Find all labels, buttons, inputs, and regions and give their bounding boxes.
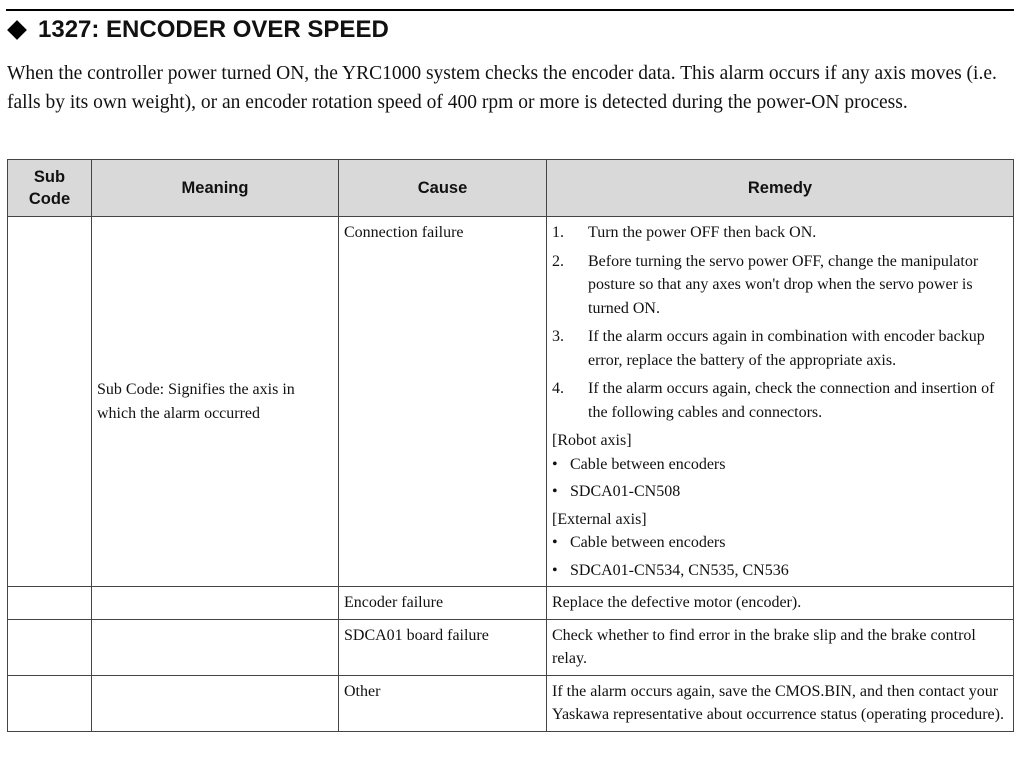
cause-cell: Encoder failure	[339, 587, 547, 620]
table-row	[8, 587, 1014, 620]
list-item: • Cable between encoders	[552, 453, 1008, 477]
remedy-step: 1. Turn the power OFF then back ON.	[552, 224, 817, 241]
remedy-cell: Replace the defective motor (encoder).	[547, 587, 1014, 620]
cause-cell: Other	[339, 675, 547, 731]
header-cause: Cause	[339, 160, 547, 217]
sub-code-cell	[8, 587, 92, 620]
heading-title: 1327: ENCODER OVER SPEED	[38, 16, 389, 43]
meaning-cell	[92, 675, 339, 731]
remedy-cell: If the alarm occurs again, save the CMOS.BIN, and then contact your Yaskawa representative about occurrence status (operating procedure).	[547, 675, 1014, 731]
table-header-row	[8, 160, 1014, 217]
remedy-cell: Check whether to find error in the brake slip and the brake control relay.	[547, 619, 1014, 675]
remedy-step: 2. Before turning the servo power OFF, change the manipulator posture so that any axes won't drop when the servo power is turned ON.	[552, 252, 979, 317]
sub-code-cell	[8, 619, 92, 675]
bullet-icon: •	[552, 483, 558, 500]
table-row	[8, 619, 1014, 675]
sub-code-cell	[8, 217, 92, 587]
list-item: • Cable between encoders	[552, 531, 1008, 555]
list-item: • SDCA01-CN534, CN535, CN536	[552, 559, 1008, 583]
remedy-step: 3. If the alarm occurs again in combination with encoder backup error, replace the battery of the appropriate axis.	[552, 328, 985, 369]
external-axis-group-title: [External axis]	[552, 510, 647, 528]
bullet-icon: •	[552, 534, 558, 551]
table-row	[8, 675, 1014, 731]
diamond-bullet-icon	[7, 20, 27, 40]
table-row	[8, 217, 1014, 587]
meaning-cell	[92, 587, 339, 620]
bullet-icon: •	[552, 561, 558, 579]
bullet-icon: •	[552, 455, 558, 473]
alarm-table	[7, 159, 1014, 732]
header-sub-code: Sub Code	[8, 160, 92, 217]
intro-paragraph: When the controller power turned ON, the YRC1000 system checks the encoder data. This alarm occurs if any axis moves (i.e. falls by its own weight), or an encoder rotation speed of 400 rpm or more is detected during the power-ON process.	[7, 63, 997, 113]
header-meaning: Meaning	[92, 160, 339, 217]
remedy-cell	[547, 217, 1014, 587]
meaning-cell: Sub Code: Signifies the axis in which the alarm occurred	[92, 217, 339, 587]
sub-code-cell	[8, 675, 92, 731]
top-rule	[6, 9, 1014, 11]
remedy-step: 4. If the alarm occurs again, check the connection and insertion of the following cables and connectors.	[552, 380, 995, 421]
cause-cell: SDCA01 board failure	[339, 619, 547, 675]
robot-axis-group-title: [Robot axis]	[552, 432, 632, 449]
list-item: • SDCA01-CN508	[552, 480, 1008, 504]
meaning-cell	[92, 619, 339, 675]
section-heading	[6, 16, 389, 44]
header-remedy: Remedy	[547, 160, 1014, 217]
cause-cell: Connection failure	[339, 217, 547, 587]
